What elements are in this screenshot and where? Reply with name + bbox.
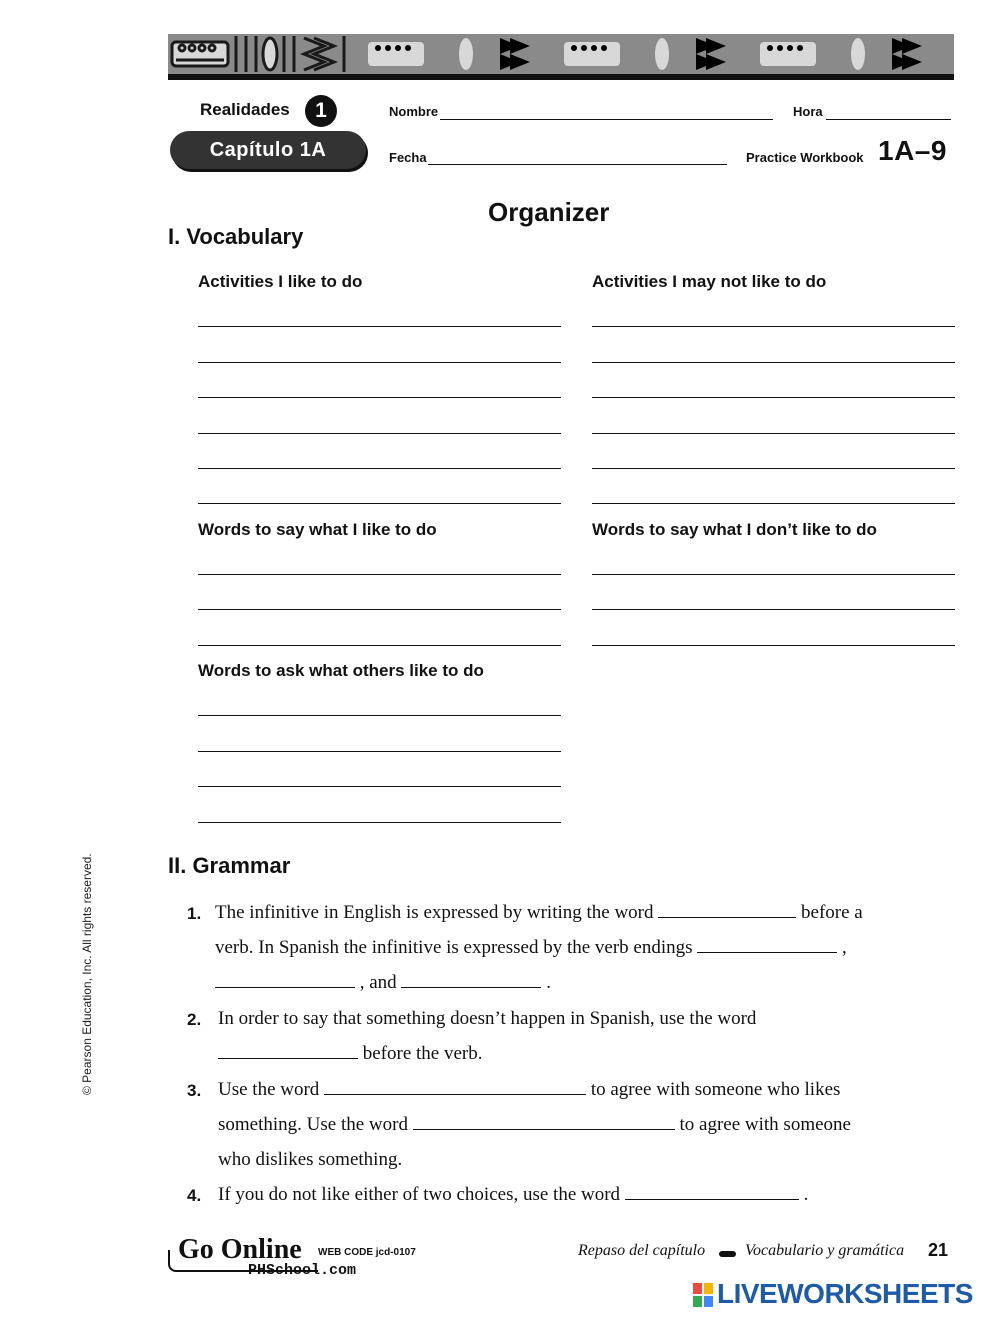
question-number: 1.	[187, 904, 202, 923]
fecha-label: Fecha	[389, 150, 427, 165]
fill-blank[interactable]	[413, 1129, 675, 1130]
fill-blank[interactable]	[324, 1094, 586, 1095]
answer-line[interactable]	[198, 751, 561, 752]
answer-line[interactable]	[592, 645, 955, 646]
workbook-code: 1A–9	[878, 135, 947, 166]
copyright-notice: © Pearson Education, Inc. All rights reserved.	[80, 853, 94, 1095]
page-title: Organizer	[488, 197, 610, 227]
liveworksheets-icon	[693, 1283, 713, 1307]
answer-line[interactable]	[198, 326, 561, 327]
question-line: Use the word to agree with someone who likes	[218, 1079, 841, 1100]
question-line: The infinitive in English is expressed by writing the word before a	[215, 902, 863, 923]
chapter-badge: Capítulo 1A	[170, 131, 366, 169]
web-code: WEB CODE jcd-0107	[318, 1247, 416, 1258]
page-number: 21	[928, 1240, 949, 1260]
answer-line[interactable]	[198, 715, 561, 716]
fill-blank[interactable]	[697, 952, 837, 953]
answer-line[interactable]	[198, 503, 561, 504]
vocab-group-label: Words to ask what others like to do	[198, 661, 484, 680]
question-line: before the verb.	[218, 1043, 483, 1065]
hora-label: Hora	[793, 104, 823, 119]
brand-name: Realidades	[200, 100, 290, 119]
chapter-review-label: Repaso del capítulo	[578, 1242, 706, 1259]
fill-blank[interactable]	[401, 987, 541, 988]
question-number: 2.	[187, 1010, 202, 1029]
question-number: 4.	[187, 1186, 202, 1205]
answer-line[interactable]	[198, 609, 561, 610]
answer-line[interactable]	[198, 397, 561, 398]
vocabulary-heading: I. Vocabulary	[168, 224, 304, 249]
liveworksheets-text: LIVEWORKSHEETS	[717, 1278, 973, 1309]
question-line: something. Use the word to agree with someone	[218, 1114, 851, 1135]
fecha-field[interactable]	[428, 164, 727, 165]
question-line: If you do not like either of two choices, use the word .	[218, 1184, 809, 1205]
question-line: , and .	[215, 972, 551, 994]
nombre-label: Nombre	[389, 104, 439, 119]
answer-line[interactable]	[198, 362, 561, 363]
grammar-heading: II. Grammar	[168, 853, 291, 878]
question-number: 3.	[187, 1081, 202, 1100]
fill-blank[interactable]	[658, 917, 796, 918]
answer-line[interactable]	[198, 786, 561, 787]
vocab-group-label: Words to say what I like to do	[198, 520, 437, 539]
fill-blank[interactable]	[215, 987, 355, 988]
question-line: verb. In Spanish the infinitive is expressed by the verb endings ,	[215, 937, 847, 958]
decorative-banner	[168, 34, 954, 80]
question-line: who dislikes something.	[218, 1149, 403, 1170]
fill-blank[interactable]	[218, 1058, 358, 1059]
nombre-field[interactable]	[440, 119, 773, 120]
workbook-label: Practice Workbook	[746, 150, 864, 165]
answer-line[interactable]	[198, 645, 561, 646]
answer-line[interactable]	[592, 574, 955, 575]
answer-line[interactable]	[592, 468, 955, 469]
vocab-group-label: Words to say what I don’t like to do	[592, 520, 877, 539]
section-label: Vocabulario y gramática	[745, 1242, 905, 1259]
footer-separator	[719, 1251, 736, 1257]
fill-blank[interactable]	[625, 1199, 799, 1200]
answer-line[interactable]	[198, 468, 561, 469]
answer-line[interactable]	[592, 397, 955, 398]
vocab-group-label: Activities I may not like to do	[592, 272, 827, 291]
go-online-logo: Go Online	[178, 1234, 302, 1265]
hora-field[interactable]	[826, 119, 951, 120]
answer-line[interactable]	[592, 609, 955, 610]
answer-line[interactable]	[592, 503, 955, 504]
vocab-group-label: Activities I like to do	[198, 272, 363, 291]
brand-number-badge: 1	[305, 95, 337, 127]
answer-line[interactable]	[198, 433, 561, 434]
answer-line[interactable]	[592, 326, 955, 327]
answer-line[interactable]	[592, 362, 955, 363]
liveworksheets-watermark	[693, 1278, 993, 1310]
question-line: In order to say that something doesn’t happen in Spanish, use the word	[218, 1008, 757, 1029]
site-name: PHSchool.com	[248, 1262, 357, 1279]
answer-line[interactable]	[198, 574, 561, 575]
answer-line[interactable]	[198, 822, 561, 823]
answer-line[interactable]	[592, 433, 955, 434]
